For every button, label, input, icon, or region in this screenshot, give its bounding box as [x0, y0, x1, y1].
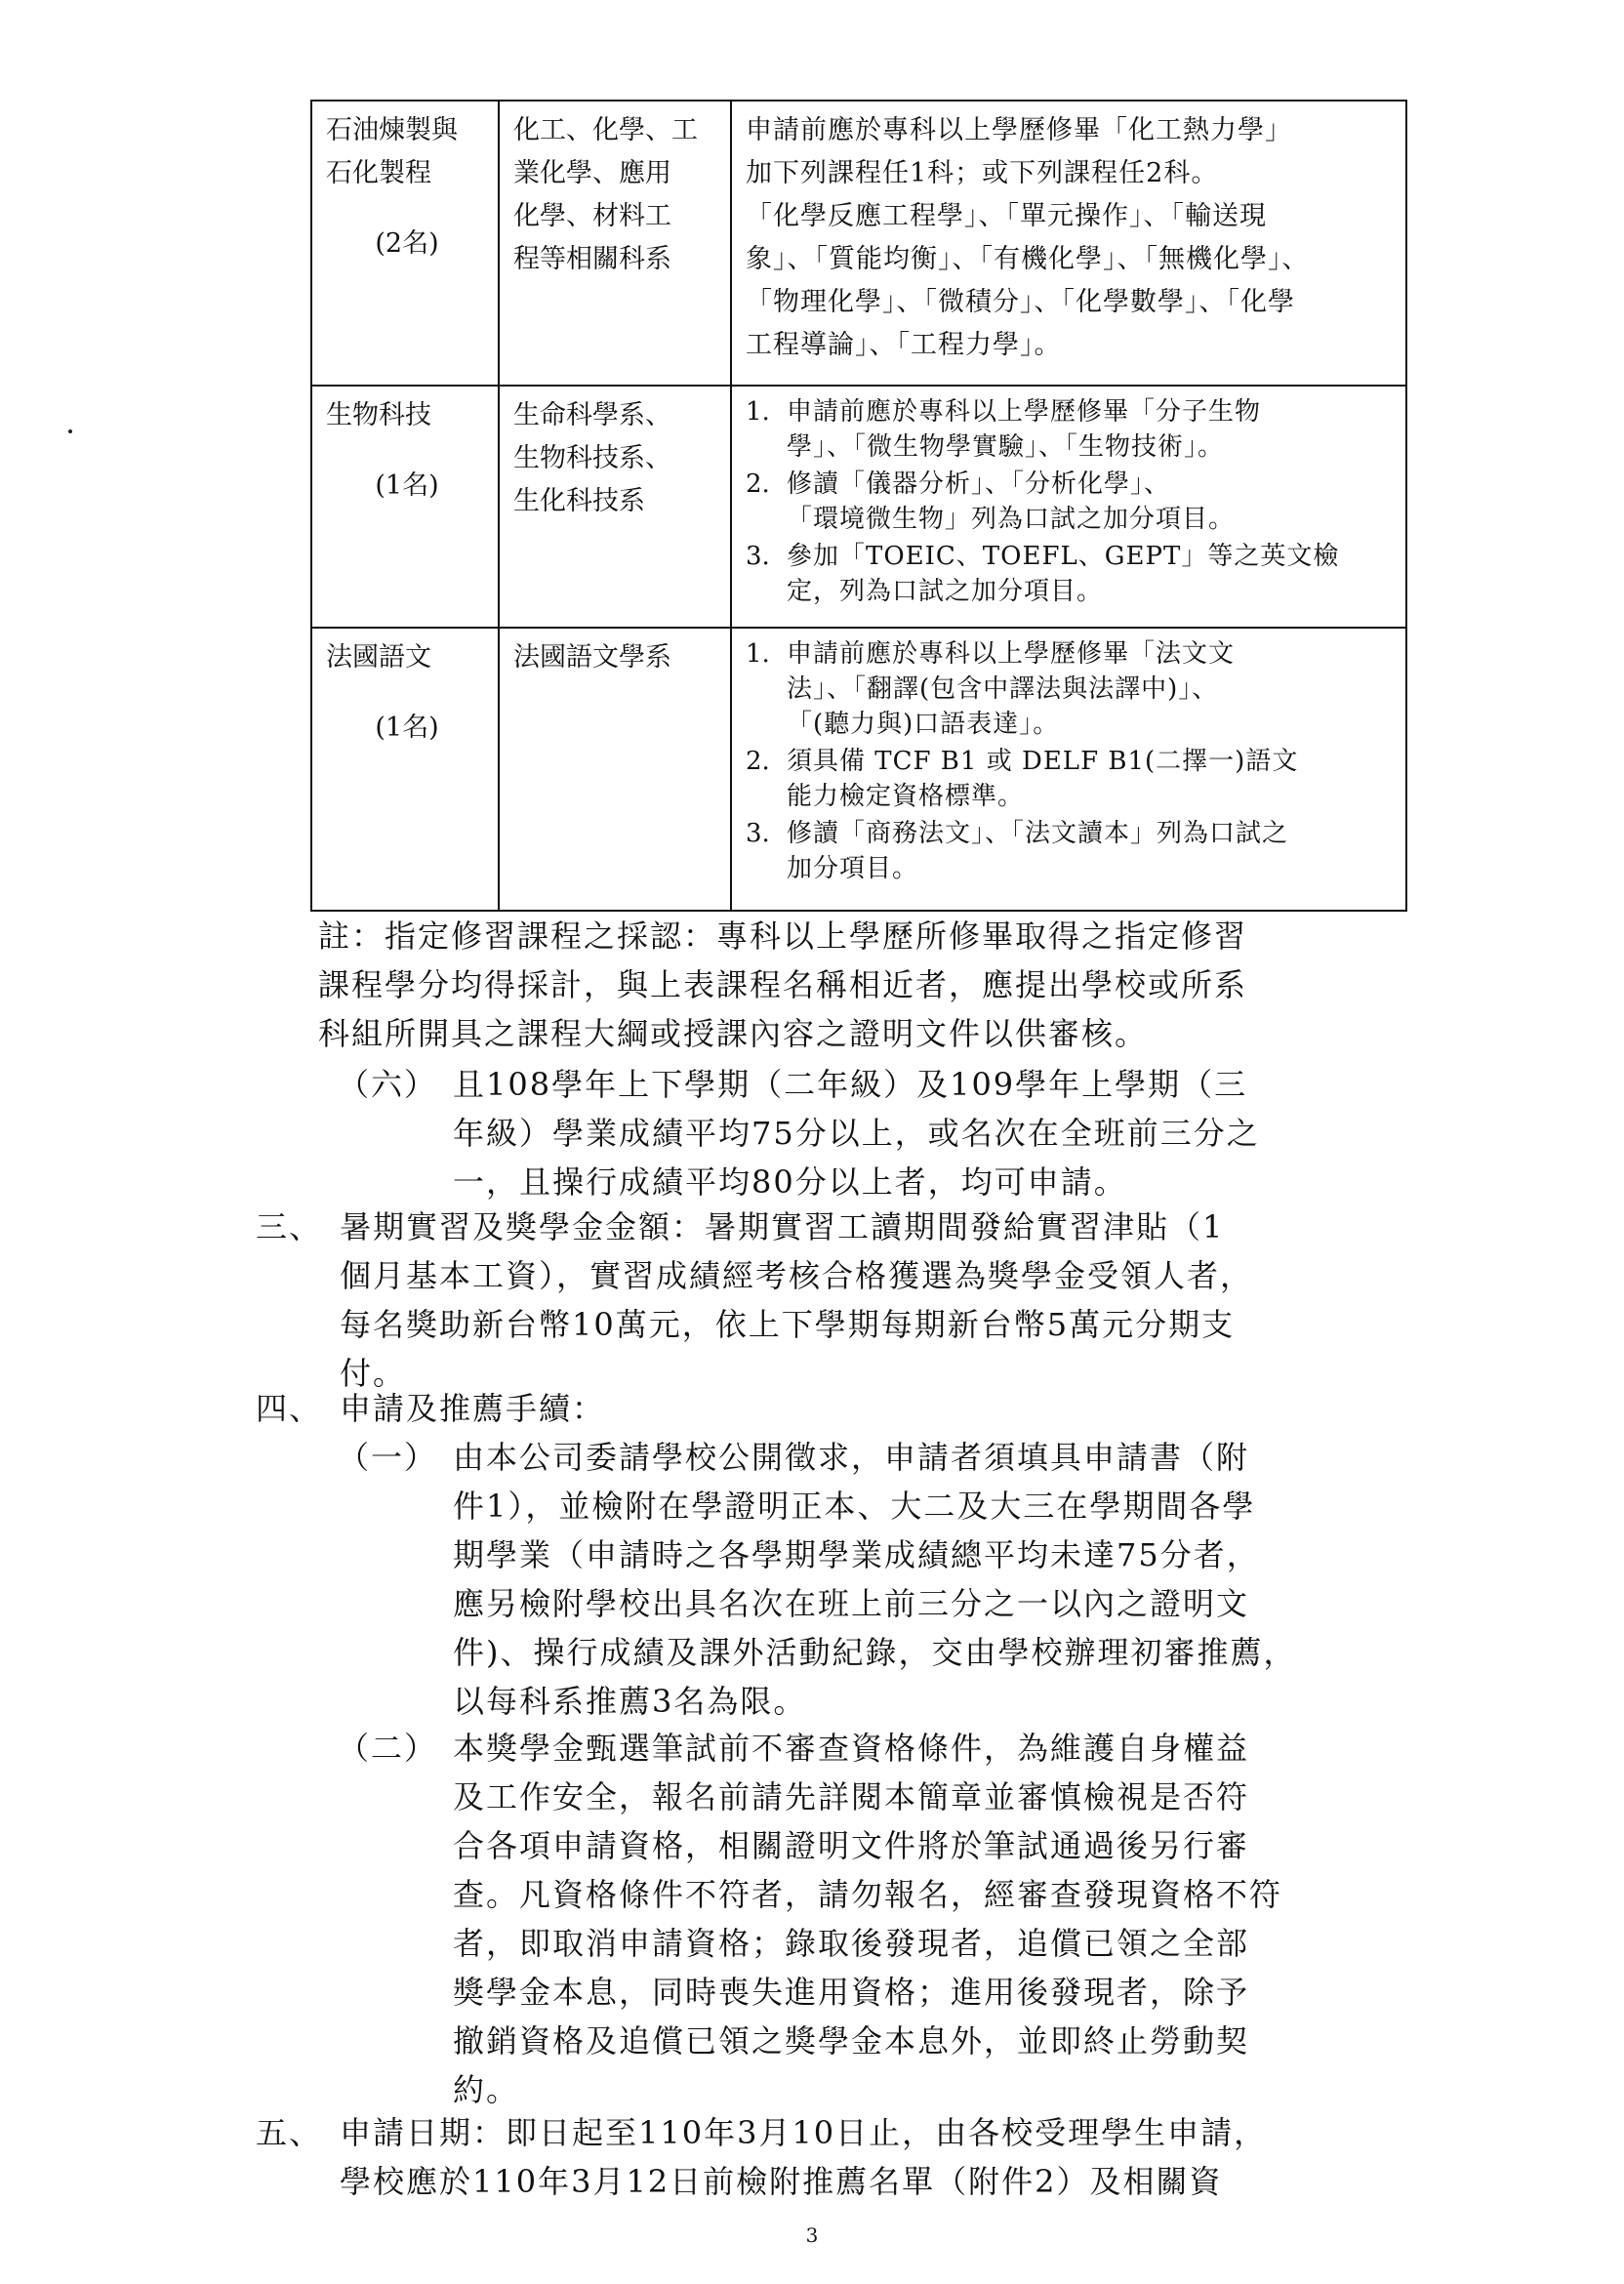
table-note: 註：指定修習課程之採認：專科以上學歷所修畢取得之指定修習 課程學分均得採計，與上表課程名稱相近者，應提出學校或所系 科組所開具之課程大綱或授課內容之證明文件以供審核。 — [318, 918, 1248, 1052]
section-5-marker: 五、 — [256, 2114, 323, 2151]
department-list: 法國語文學系 — [513, 642, 671, 673]
program-name: 生物科技 — [326, 400, 431, 430]
program-cell — [311, 101, 499, 386]
table-row — [311, 101, 1406, 386]
item-number: 1. — [746, 397, 770, 427]
sub-1-marker: （一） — [338, 1439, 438, 1476]
requirement-list — [746, 636, 1396, 886]
department-list: 生命科學系、 生物科技系、 生化科技系 — [513, 400, 671, 516]
item-text: 須具備 TCF B1 或 DELF B1(二擇一)語文 能力檢定資格標準。 — [787, 747, 1299, 811]
item-text: 修讀「儀器分析」、「分析化學」、 「環境微生物」列為口試之加分項目。 — [787, 469, 1236, 534]
item-text: 修讀「商務法文」、「法文讀本」列為口試之 加分項目。 — [787, 819, 1289, 883]
sub-2-text: 本獎學金甄選筆試前不審查資格條件，為維護自身權益 及工作安全，報名前請先詳閱本簡章並審慎檢視是否符 合各項申請資格，相關證明文件將於筆試通過後另行審 查。凡資格條件不符者，請勿報名，經審查發現資格不符 者，即取消申請資格；錄取後發現者，追償已領之全部 獎學金本息，同時喪失進用資格；進用後發現者，除予 撤銷資格及追償已領之獎學金本息外，並即終止勞動契 約。 — [453, 1730, 1283, 2108]
item-number: 3. — [746, 819, 770, 848]
item-text: 參加「TOEIC、TOEFL、GEPT」等之英文檢 定，列為口試之加分項目。 — [787, 542, 1340, 606]
department-list: 化工、化學、工 業化學、應用 化學、材料工 程等相關科系 — [513, 115, 698, 274]
program-name: 法國語文 — [326, 642, 431, 673]
table-row — [311, 628, 1406, 911]
item-number: 2. — [746, 469, 770, 499]
item-text: 申請前應於專科以上學歷修畢「法文文 法」、「翻譯(包含中譯法與法譯中)」、 「(聽力與)口語表達」。 — [787, 639, 1236, 739]
department-cell — [499, 386, 731, 628]
item-number: 3. — [746, 542, 770, 571]
requirement-list — [746, 394, 1396, 609]
section-3-marker: 三、 — [256, 1208, 323, 1245]
program-name: 石油煉製與 石化製程 — [326, 115, 458, 188]
item-number: 1. — [746, 639, 770, 669]
program-quota: (2名) — [375, 228, 439, 259]
stray-mark — [68, 429, 72, 433]
page-number: 3 — [805, 2223, 819, 2247]
department-cell — [499, 101, 731, 386]
section-4-title: 申請及推薦手續： — [340, 1390, 606, 1427]
list-item — [746, 636, 1396, 742]
list-item — [746, 816, 1396, 886]
requirement-cell — [731, 628, 1406, 911]
table-row — [311, 386, 1406, 628]
section-5-text: 申請日期：即日起至110年3月10日止，由各校受理學生申請， 學校應於110年3月12日前檢附推薦名單（附件2）及相關資 — [340, 2114, 1268, 2200]
item-6-marker: （六） — [338, 1066, 438, 1103]
requirements-table — [310, 100, 1407, 912]
section-3-text: 暑期實習及獎學金金額：暑期實習工讀期間發給實習津貼（1 個月基本工資），實習成績經考核合格獲選為獎學金受領人者， 每名獎助新台幣10萬元，依上下學期每期新台幣5萬元分期支 付。 — [340, 1208, 1254, 1392]
program-cell — [311, 386, 499, 628]
program-cell — [311, 628, 499, 911]
item-text: 申請前應於專科以上學歷修畢「分子生物 學」、「微生物學實驗」、「生物技術」。 — [787, 397, 1262, 462]
department-cell — [499, 628, 731, 911]
program-quota: (1名) — [375, 713, 439, 743]
requirement-cell — [731, 101, 1406, 386]
item-6-text: 且108學年上下學期（二年級）及109學年上學期（三 年級）學業成績平均75分以上，或名次在全班前三分之 一，且操行成績平均80分以上者，均可申請。 — [453, 1066, 1260, 1201]
sub-2-marker: （二） — [338, 1730, 438, 1767]
requirement-text: 申請前應於專科以上學歷修畢「化工熱力學」 加下列課程任1科；或下列課程任2科。 「化學反應工程學」、「單元操作」、「輸送現 象」、「質能均衡」、「有機化學」、「無機化學」、 「物理化學」、「微積分」、「化學數學」、「化學 工程導論」、「工程力學」。 — [746, 115, 1310, 360]
list-item — [746, 539, 1396, 609]
item-number: 2. — [746, 747, 770, 776]
list-item — [746, 394, 1396, 465]
section-4-marker: 四、 — [256, 1390, 323, 1427]
program-quota: (1名) — [375, 470, 439, 501]
list-item — [746, 744, 1396, 814]
requirement-cell — [731, 386, 1406, 628]
list-item — [746, 467, 1396, 537]
sub-1-text: 由本公司委請學校公開徵求，申請者須填具申請書（附 件1），並檢附在學證明正本、大二及大三在學期間各學 期學業（申請時之各學期學業成績總平均未達75分者， 應另檢附學校出具名次在班上前三分之一以內之證明文 件)、操行成績及課外活動紀錄，交由學校辦理初審推薦， 以每科系推薦3名為限。 — [453, 1439, 1297, 1720]
